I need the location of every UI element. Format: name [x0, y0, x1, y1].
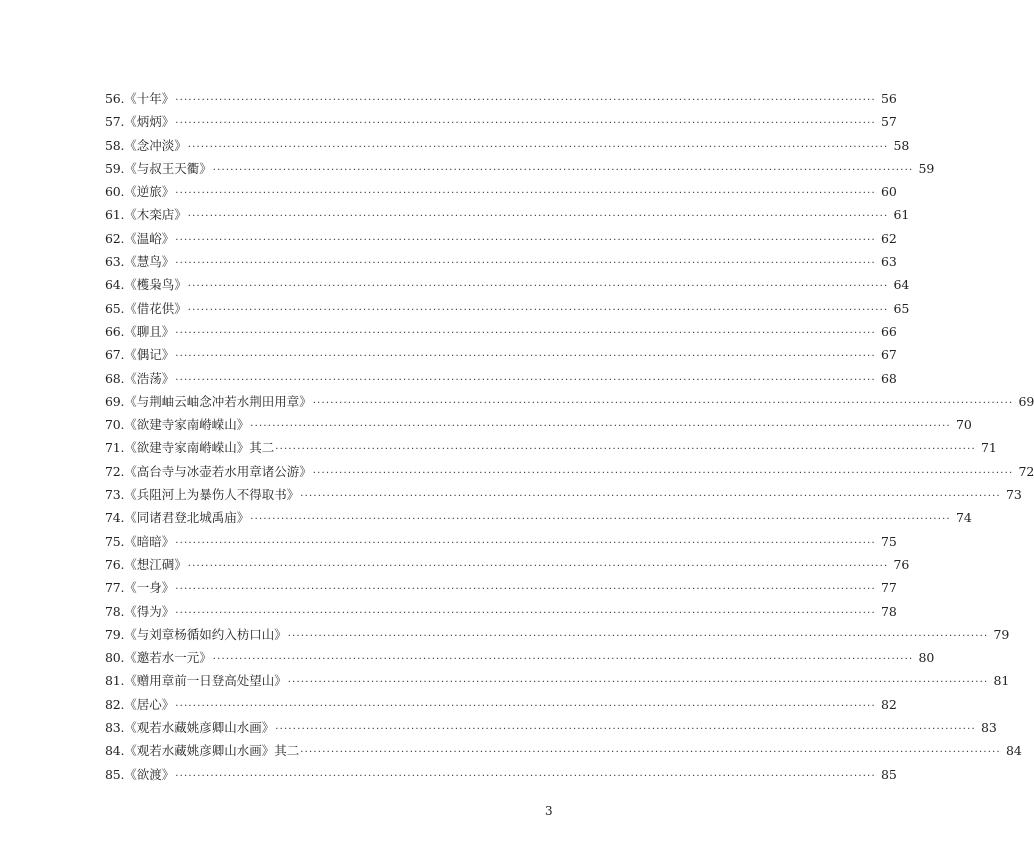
toc-entry-page: 61: [893, 207, 910, 223]
toc-entry-page: 77: [880, 580, 897, 596]
toc-entry-title: 《想江碉》: [124, 556, 187, 572]
dot-leader: ································································································································································: [175, 351, 876, 363]
toc-entry-page: 78: [880, 603, 897, 619]
toc-entry-title: 《一身》: [124, 580, 175, 596]
toc-entry-title: 《居心》: [124, 696, 175, 712]
toc-entry-number: 67.: [105, 347, 125, 363]
dot-leader: ································································································································································: [175, 327, 876, 339]
dot-leader: ································································································································································: [175, 584, 876, 596]
dot-leader: ································································································································································: [175, 95, 876, 106]
toc-entry-title: 《借花供》: [124, 300, 187, 316]
toc-entry-number: 59.: [105, 160, 125, 176]
dot-leader: ································································································································································: [212, 164, 914, 176]
toc-entry-title: 《观若水藏姚彦卿山水画》: [124, 720, 275, 736]
toc-entry: [105, 157, 935, 180]
toc-entry: [105, 693, 897, 716]
toc-entry-page: 85: [880, 766, 897, 782]
toc-entry-number: 83.: [105, 720, 125, 736]
toc-entry-page: 83: [980, 720, 997, 736]
dot-leader: ································································································································································: [312, 397, 1014, 409]
dot-leader: ································································································································································: [187, 560, 889, 572]
toc-entry-page: 73: [1005, 487, 1022, 503]
dot-leader: ································································································································································: [175, 374, 876, 386]
toc-entry-page: 60: [880, 184, 897, 200]
toc-entry-title: 《偶记》: [124, 347, 175, 363]
toc-entry: [105, 506, 972, 529]
dot-leader: ································································································································································: [175, 188, 876, 200]
toc-entry: [105, 203, 910, 226]
toc-entry-title: 《慧鸟》: [124, 254, 175, 270]
dot-leader: ································································································································································: [300, 747, 1001, 759]
dot-leader: ································································································································································: [250, 514, 951, 526]
toc-entry-page: 68: [880, 370, 897, 386]
toc-entry-page: 63: [880, 254, 897, 270]
toc-entry-page: 62: [880, 230, 897, 246]
toc-entry-number: 68.: [105, 370, 125, 386]
toc-entry-number: 78.: [105, 603, 125, 619]
toc-entry-page: 71: [980, 440, 997, 456]
toc-entry-title: 《檴枭鸟》: [124, 277, 187, 293]
dot-leader: ································································································································································: [175, 700, 876, 712]
toc-entry-number: 63.: [105, 254, 125, 270]
toc-entry: [105, 227, 897, 250]
toc-entry-page: 82: [880, 696, 897, 712]
toc-entry-page: 56: [880, 91, 897, 106]
dot-leader: ································································································································································: [187, 211, 889, 223]
toc-entry: [105, 297, 910, 320]
toc-entry: [105, 413, 972, 436]
toc-entry: [105, 553, 910, 576]
toc-entry-title: 《逆旅》: [124, 184, 175, 200]
toc-entry-number: 64.: [105, 277, 125, 293]
toc-entry-number: 70.: [105, 417, 125, 433]
toc-entry-title: 《高台寺与冰壶若水用章诸公游》: [124, 463, 312, 479]
toc-entry: [105, 460, 1034, 483]
toc-entry: [105, 436, 997, 459]
toc-entry-page: 75: [880, 533, 897, 549]
toc-entry: [105, 600, 897, 623]
toc-entry: [105, 623, 1010, 646]
toc-entry-number: 58.: [105, 137, 125, 153]
toc-entry: [105, 320, 897, 343]
toc-entry-page: 72: [1018, 463, 1034, 479]
dot-leader: ································································································································································: [175, 537, 876, 549]
dot-leader: ································································································································································: [187, 281, 889, 293]
toc-entry-number: 57.: [105, 114, 125, 130]
toc-entry-title: 《暗暗》: [124, 533, 175, 549]
toc-entry-title: 《观若水藏姚彦卿山水画》其二: [124, 743, 300, 759]
toc-entry-page: 69: [1018, 393, 1034, 409]
dot-leader: ································································································································································: [275, 444, 976, 456]
toc-entry-title: 《念冲淡》: [124, 137, 187, 153]
toc-entry: [105, 576, 897, 599]
dot-leader: ································································································································································: [250, 421, 951, 433]
toc-entry: [105, 134, 910, 157]
toc-entry-title: 《与叔王天衢》: [124, 160, 212, 176]
toc-entry: [105, 739, 1022, 762]
toc-entry-number: 80.: [105, 650, 125, 666]
dot-leader: ································································································································································: [287, 630, 989, 642]
toc-entry-title: 《兵阻河上为暴伤人不得取书》: [124, 487, 300, 503]
page-number: 3: [545, 804, 553, 818]
dot-leader: ································································································································································: [275, 724, 976, 736]
toc-entry: [105, 343, 897, 366]
toc-entry: [105, 110, 897, 133]
dot-leader: ································································································································································: [175, 234, 876, 246]
toc-entry-number: 56.: [105, 91, 125, 106]
toc-entry-page: 67: [880, 347, 897, 363]
toc-entry: [105, 390, 1034, 413]
toc-entry: [105, 530, 897, 553]
table-of-contents: [105, 87, 1034, 786]
toc-entry-title: 《得为》: [124, 603, 175, 619]
dot-leader: ································································································································································: [212, 654, 914, 666]
toc-entry: [105, 483, 1022, 506]
toc-entry-number: 81.: [105, 673, 125, 689]
toc-entry-page: 64: [893, 277, 910, 293]
toc-entry-number: 65.: [105, 300, 125, 316]
dot-leader: ································································································································································: [175, 607, 876, 619]
toc-entry-page: 57: [880, 114, 897, 130]
toc-entry-title: 《温峪》: [124, 230, 175, 246]
toc-entry-title: 《赠用章前一日登高处望山》: [124, 673, 287, 689]
toc-entry-number: 75.: [105, 533, 125, 549]
toc-entry-number: 74.: [105, 510, 125, 526]
toc-entry-number: 71.: [105, 440, 125, 456]
toc-entry-title: 《与荆岫云岫念冲若水荆田用章》: [124, 393, 312, 409]
dot-leader: ································································································································································: [287, 677, 989, 689]
toc-entry-title: 《欲建寺家南崻嵘山》: [124, 417, 250, 433]
toc-entry: [105, 250, 897, 273]
toc-entry-page: 81: [993, 673, 1010, 689]
toc-entry-page: 70: [955, 417, 972, 433]
toc-entry-title: 《与刘章杨循如约入枋口山》: [124, 626, 287, 642]
toc-entry-number: 76.: [105, 556, 125, 572]
toc-entry-number: 84.: [105, 743, 125, 759]
toc-entry-number: 61.: [105, 207, 125, 223]
toc-entry-page: 84: [1005, 743, 1022, 759]
toc-entry-number: 69.: [105, 393, 125, 409]
toc-entry-number: 72.: [105, 463, 125, 479]
dot-leader: ································································································································································: [312, 467, 1014, 479]
toc-entry-number: 85.: [105, 766, 125, 782]
toc-entry-page: 59: [918, 160, 935, 176]
dot-leader: ································································································································································: [175, 258, 876, 270]
dot-leader: ································································································································································: [175, 770, 876, 782]
dot-leader: ································································································································································: [187, 141, 889, 153]
toc-entry-title: 《十年》: [124, 91, 175, 106]
toc-entry-number: 60.: [105, 184, 125, 200]
toc-entry-page: 66: [880, 323, 897, 339]
toc-entry-title: 《欲渡》: [124, 766, 175, 782]
toc-entry-title: 《木栾店》: [124, 207, 187, 223]
toc-entry-number: 79.: [105, 626, 125, 642]
toc-entry-title: 《欲建寺家南崻嵘山》其二: [124, 440, 275, 456]
toc-entry: [105, 763, 897, 786]
toc-entry-title: 《聊且》: [124, 323, 175, 339]
toc-entry: [105, 669, 1010, 692]
toc-entry-number: 73.: [105, 487, 125, 503]
toc-entry: [105, 646, 935, 669]
toc-entry: [105, 180, 897, 203]
toc-entry-number: 82.: [105, 696, 125, 712]
dot-leader: ································································································································································: [187, 304, 889, 316]
toc-entry-page: 80: [918, 650, 935, 666]
toc-entry-title: 《浩荡》: [124, 370, 175, 386]
toc-entry: [105, 87, 897, 110]
toc-entry-title: 《炳炳》: [124, 114, 175, 130]
toc-entry-number: 77.: [105, 580, 125, 596]
toc-entry-page: 74: [955, 510, 972, 526]
toc-entry: [105, 367, 897, 390]
dot-leader: ································································································································································: [175, 118, 876, 130]
toc-entry-page: 58: [893, 137, 910, 153]
toc-entry-number: 66.: [105, 323, 125, 339]
toc-entry-page: 79: [993, 626, 1010, 642]
toc-entry: [105, 273, 910, 296]
toc-entry-page: 76: [893, 556, 910, 572]
toc-entry-number: 62.: [105, 230, 125, 246]
toc-entry-page: 65: [893, 300, 910, 316]
dot-leader: ································································································································································: [300, 491, 1001, 503]
toc-entry-title: 《同诸君登北城禹庙》: [124, 510, 250, 526]
toc-entry-title: 《邀若水一元》: [124, 650, 212, 666]
toc-entry: [105, 716, 997, 739]
